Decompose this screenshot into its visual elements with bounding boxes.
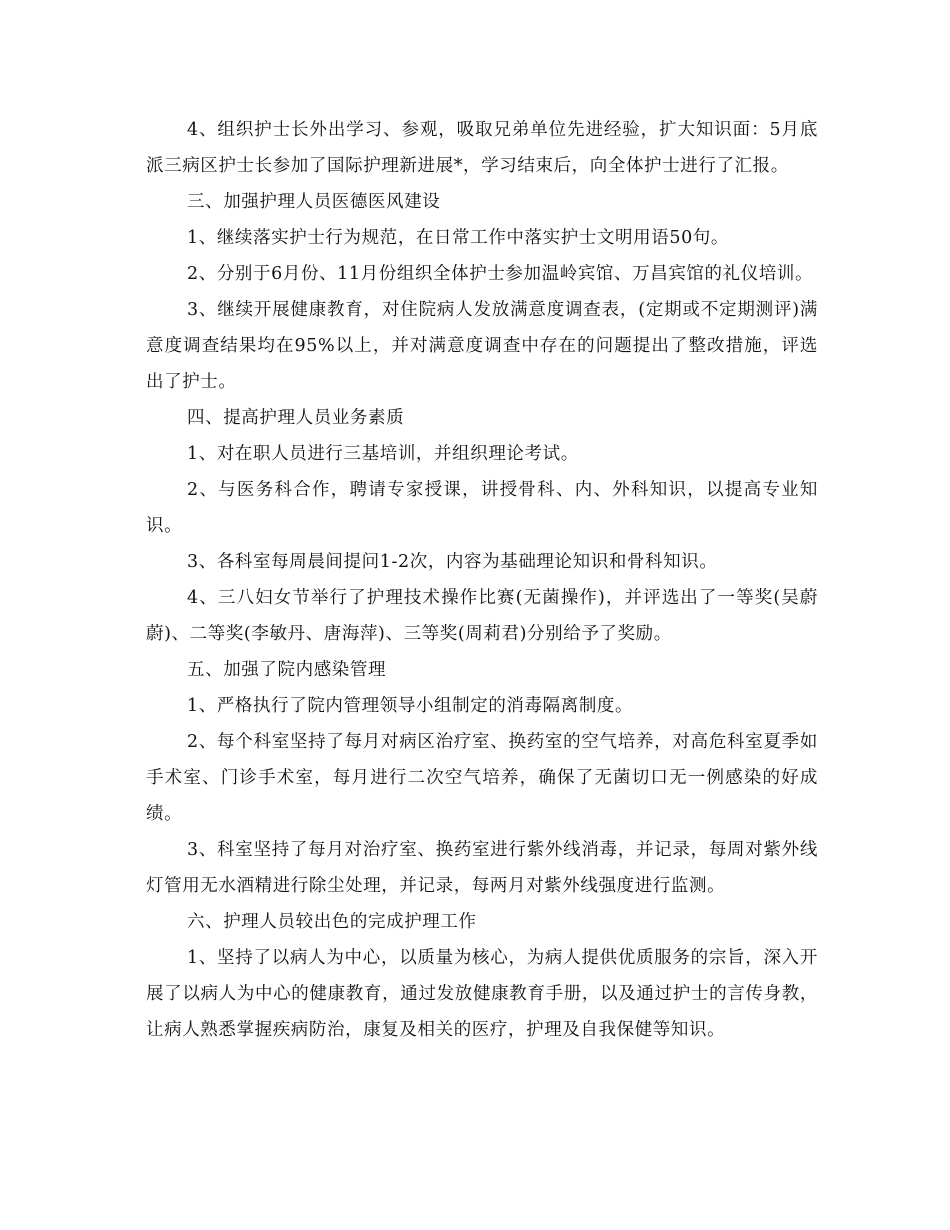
section-heading: 四、提高护理人员业务素质 (187, 408, 405, 428)
paragraph-item: 4、组织护士长外出学习、参观，吸取兄弟单位先进经验，扩大知识面：5月底派三病区护士长参加了国际护理新进展*，学习结束后，向全体护士进行了汇报。 (146, 120, 818, 176)
section-heading: 六、护理人员较出色的完成护理工作 (187, 912, 477, 932)
paragraph-item: 2、分别于6月份、11月份组织全体护士参加温岭宾馆、万昌宾馆的礼仪培训。 (187, 264, 814, 284)
paragraph-item: 1、对在职人员进行三基培训，并组织理论考试。 (187, 444, 579, 464)
paragraph-item: 2、每个科室坚持了每月对病区治疗室、换药室的空气培养，对高危科室夏季如手术室、门诊手术室，每月进行二次空气培养，确保了无菌切口无一例感染的好成绩。 (146, 732, 818, 824)
paragraph-item: 1、严格执行了院内管理领导小组制定的消毒隔离制度。 (187, 696, 634, 716)
paragraph-item: 3、科室坚持了每月对治疗室、换药室进行紫外线消毒，并记录，每周对紫外线灯管用无水酒精进行除尘处理，并记录，每两月对紫外线强度进行监测。 (146, 840, 818, 896)
section-heading: 三、加强护理人员医德医风建设 (187, 192, 441, 212)
section-heading: 五、加强了院内感染管理 (187, 660, 387, 680)
paragraph-item: 1、继续落实护士行为规范，在日常工作中落实护士文明用语50句。 (187, 228, 729, 248)
paragraph-item: 3、各科室每周晨间提问1-2次，内容为基础理论知识和骨科知识。 (187, 552, 718, 572)
paragraph-item: 1、坚持了以病人为中心，以质量为核心，为病人提供优质服务的宗旨，深入开展了以病人为中心的健康教育，通过发放健康教育手册，以及通过护士的言传身教，让病人熟悉掌握疾病防治，康复及相关的医疗，护理及自我保健等知识。 (146, 948, 818, 1040)
document-body (146, 112, 818, 1048)
paragraph-item: 3、继续开展健康教育，对住院病人发放满意度调查表，(定期或不定期测评)满意度调查结果均在95%以上，并对满意度调查中存在的问题提出了整改措施，评选出了护士。 (146, 300, 818, 392)
paragraph-item: 2、与医务科合作，聘请专家授课，讲授骨科、内、外科知识，以提高专业知识。 (146, 480, 818, 536)
paragraph-item: 4、三八妇女节举行了护理技术操作比赛(无菌操作)，并评选出了一等奖(吴蔚蔚)、二等奖(李敏丹、唐海萍)、三等奖(周莉君)分别给予了奖励。 (146, 588, 818, 644)
